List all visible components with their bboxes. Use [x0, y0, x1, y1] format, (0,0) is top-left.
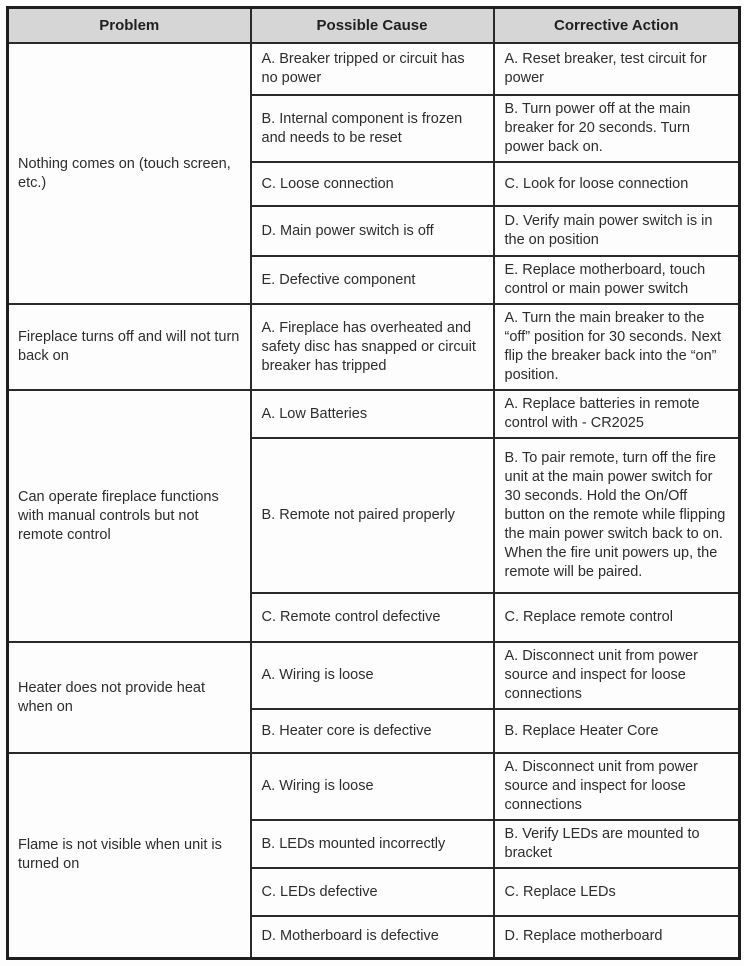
action-cell: C. Replace remote control: [494, 593, 740, 642]
table-row: [8, 642, 740, 709]
header-row: [8, 8, 740, 44]
table-row: [8, 753, 740, 820]
action-cell: D. Replace motherboard: [494, 916, 740, 958]
troubleshooting-table: [6, 6, 741, 960]
action-cell: D. Verify main power switch is in the on position: [494, 206, 740, 256]
cause-cell: A. Wiring is loose: [251, 642, 494, 709]
cause-cell: B. LEDs mounted incorrectly: [251, 820, 494, 868]
header-corrective-action: Corrective Action: [494, 8, 740, 44]
header-problem: Problem: [8, 8, 251, 44]
action-cell: B. Verify LEDs are mounted to bracket: [494, 820, 740, 868]
action-cell: A. Disconnect unit from power source and inspect for loose connections: [494, 753, 740, 820]
cause-cell: C. Remote control defective: [251, 593, 494, 642]
action-cell: A. Reset breaker, test circuit for power: [494, 43, 740, 95]
action-cell: C. Replace LEDs: [494, 868, 740, 916]
table-row: [8, 390, 740, 438]
table-header: [8, 8, 740, 44]
cause-cell: B. Heater core is defective: [251, 709, 494, 753]
cause-cell: C. LEDs defective: [251, 868, 494, 916]
action-cell: A. Turn the main breaker to the “off” position for 30 seconds. Next flip the breaker back into the “on” position.: [494, 304, 740, 390]
cause-cell: E. Defective component: [251, 256, 494, 304]
cause-cell: C. Loose connection: [251, 162, 494, 206]
cause-cell: D. Motherboard is defective: [251, 916, 494, 958]
action-cell: B. To pair remote, turn off the fire unit at the main power switch for 30 seconds. Hold the On/Off button on the remote while flipping the main power switch back to on. When the fire unit powers up, the remote will be paired.: [494, 438, 740, 593]
cause-cell: B. Remote not paired properly: [251, 438, 494, 593]
action-cell: E. Replace motherboard, touch control or main power switch: [494, 256, 740, 304]
header-possible-cause: Possible Cause: [251, 8, 494, 44]
action-cell: B. Turn power off at the main breaker for 20 seconds. Turn power back on.: [494, 95, 740, 162]
table-row: [8, 43, 740, 95]
cause-cell: A. Fireplace has overheated and safety disc has snapped or circuit breaker has tripped: [251, 304, 494, 390]
cause-cell: A. Low Batteries: [251, 390, 494, 438]
troubleshooting-table-body: [8, 43, 740, 958]
action-cell: C. Look for loose connection: [494, 162, 740, 206]
action-cell: A. Replace batteries in remote control with - CR2025: [494, 390, 740, 438]
cause-cell: A. Wiring is loose: [251, 753, 494, 820]
action-cell: B. Replace Heater Core: [494, 709, 740, 753]
table-row: [8, 304, 740, 390]
cause-cell: B. Internal component is frozen and needs to be reset: [251, 95, 494, 162]
problem-cell: Flame is not visible when unit is turned on: [8, 753, 251, 958]
problem-cell: Heater does not provide heat when on: [8, 642, 251, 753]
problem-cell: Nothing comes on (touch screen, etc.): [8, 43, 251, 304]
cause-cell: D. Main power switch is off: [251, 206, 494, 256]
cause-cell: A. Breaker tripped or circuit has no power: [251, 43, 494, 95]
action-cell: A. Disconnect unit from power source and inspect for loose connections: [494, 642, 740, 709]
problem-cell: Can operate fireplace functions with manual controls but not remote control: [8, 390, 251, 642]
problem-cell: Fireplace turns off and will not turn back on: [8, 304, 251, 390]
